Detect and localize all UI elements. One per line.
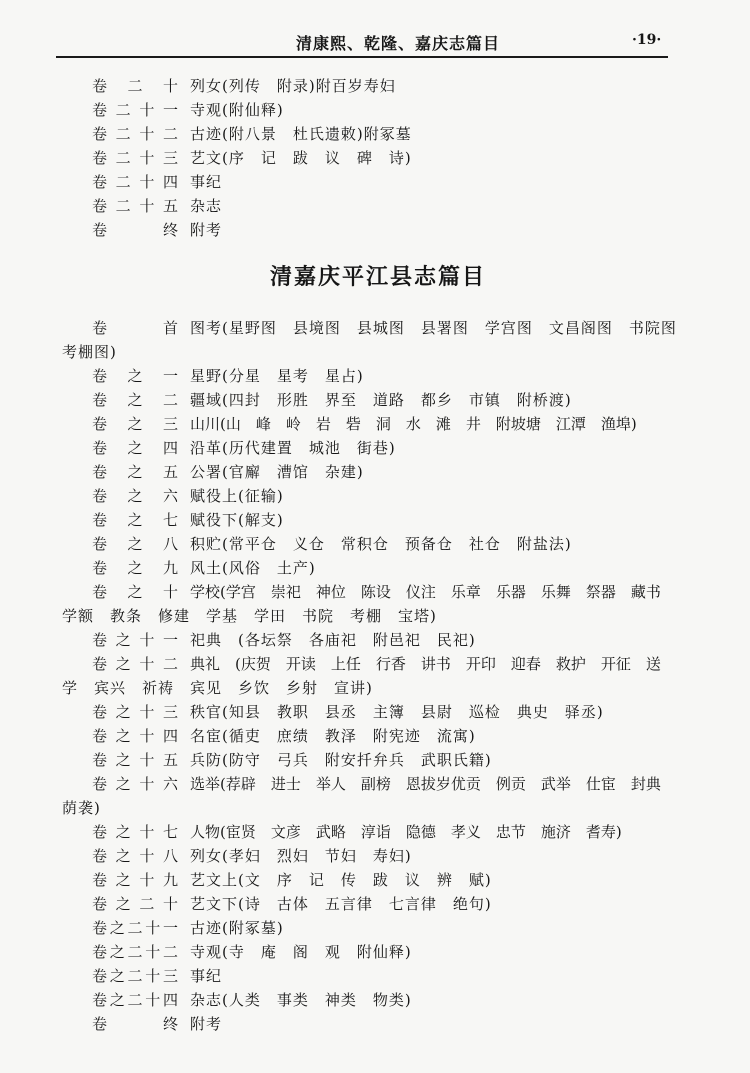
volume-label: 卷 之 九 <box>92 559 178 577</box>
volume-content: 祀典 (各坛祭 各庙祀 附邑祀 民祀) <box>190 631 476 649</box>
volume-label: 卷 之 四 <box>92 439 178 457</box>
list-item <box>92 894 492 914</box>
volume-label: 卷 之 一 <box>92 367 178 385</box>
volume-content: 列女(列传 附录)附百岁寿妇 <box>190 77 396 95</box>
volume-content-continuation: 荫袭) <box>62 799 101 817</box>
volume-label: 卷之二十四 <box>92 991 178 1009</box>
list-item <box>92 990 412 1010</box>
volume-label: 卷 之 三 <box>92 415 178 433</box>
volume-label: 卷之十四 <box>92 727 178 745</box>
volume-label: 卷 首 <box>92 319 178 337</box>
volume-label: 卷二十四 <box>92 173 178 191</box>
list-item <box>92 486 284 506</box>
list-item <box>92 196 222 216</box>
volume-content: 古迹(附八景 杜氏遗敕)附冢墓 <box>190 125 412 143</box>
volume-label: 卷二十五 <box>92 197 178 215</box>
volume-content: 附考 <box>190 1015 223 1033</box>
volume-label: 卷之十二 <box>92 655 178 673</box>
volume-label: 卷之十三 <box>92 703 178 721</box>
volume-content: 秩官(知县 教职 县丞 主簿 县尉 巡检 典史 驿丞) <box>190 703 604 721</box>
volume-label: 卷之二十一 <box>92 919 178 937</box>
volume-label: 卷 二 十 <box>92 77 178 95</box>
list-item <box>92 846 412 866</box>
volume-label: 卷 之 十 <box>92 583 178 601</box>
volume-label: 卷 之 六 <box>92 487 178 505</box>
volume-content-continuation: 学额 教条 修建 学基 学田 书院 考棚 宝塔) <box>62 607 437 625</box>
volume-content: 名宦(循吏 庶绩 教泽 附宪迹 流寓) <box>190 727 476 745</box>
list-item <box>92 76 396 96</box>
volume-content: 附考 <box>190 221 223 239</box>
list-item <box>92 148 412 168</box>
volume-label: 卷之十五 <box>92 751 178 769</box>
list-item <box>92 534 572 554</box>
list-item <box>92 654 661 674</box>
volume-label: 卷 之 二 <box>92 391 178 409</box>
volume-label: 卷之十七 <box>92 823 178 841</box>
volume-content: 事纪 <box>190 967 223 985</box>
header-rule <box>56 56 668 58</box>
volume-label: 卷之十八 <box>92 847 178 865</box>
volume-content: 星野(分星 星考 星占) <box>190 367 364 385</box>
list-item <box>92 414 637 434</box>
list-item <box>92 918 284 938</box>
volume-label: 卷之二十三 <box>92 967 178 985</box>
volume-content: 图考(星野图 县境图 县城图 县署图 学宫图 文昌阁图 书院图 <box>190 319 677 337</box>
list-item <box>92 390 572 410</box>
list-item <box>92 318 677 338</box>
volume-label: 卷二十三 <box>92 149 178 167</box>
list-item <box>92 966 222 986</box>
volume-label: 卷二十一 <box>92 101 178 119</box>
volume-content: 杂志(人类 事类 神类 物类) <box>190 991 412 1009</box>
list-item <box>92 750 492 770</box>
volume-content: 沿革(历代建置 城池 街巷) <box>190 439 396 457</box>
volume-label: 卷之二十二 <box>92 943 178 961</box>
list-item <box>92 100 284 120</box>
list-item <box>92 942 412 962</box>
volume-content: 寺观(附仙释) <box>190 101 284 119</box>
volume-content: 艺文(序 记 跋 议 碑 诗) <box>190 149 412 167</box>
volume-content: 学校(学宫 崇祀 神位 陈设 仪注 乐章 乐器 乐舞 祭器 藏书 <box>190 583 661 601</box>
list-item <box>92 172 222 192</box>
volume-content: 山川(山 峰 岭 岩 砦 洞 水 滩 井 附坡塘 江潭 渔埠) <box>190 415 637 433</box>
volume-content: 兵防(防守 弓兵 附安扦弁兵 武职氏籍) <box>190 751 492 769</box>
list-item <box>92 558 316 578</box>
volume-content: 疆域(四封 形胜 界至 道路 都乡 市镇 附桥渡) <box>190 391 572 409</box>
volume-content: 选举(荐辟 进士 举人 副榜 恩拔岁优贡 例贡 武举 仕宦 封典 <box>190 775 661 793</box>
list-item <box>92 124 412 144</box>
list-item <box>92 630 476 650</box>
volume-label: 卷之十六 <box>92 775 178 793</box>
volume-content: 人物(宦贤 文彦 武略 淳诣 隐德 孝义 忠节 施济 耆寿) <box>190 823 622 841</box>
list-item <box>92 822 622 842</box>
volume-label: 卷二十二 <box>92 125 178 143</box>
volume-content: 事纪 <box>190 173 223 191</box>
volume-content: 艺文下(诗 古体 五言律 七言律 绝句) <box>190 895 492 913</box>
list-item <box>92 462 364 482</box>
volume-label: 卷之十九 <box>92 871 178 889</box>
volume-label: 卷 终 <box>92 1015 178 1033</box>
list-item <box>92 582 661 602</box>
volume-content: 赋役上(征输) <box>190 487 284 505</box>
running-header-title: 清康熙、乾隆、嘉庆志篇目 <box>296 34 501 53</box>
volume-label: 卷之二十 <box>92 895 178 913</box>
volume-label: 卷 之 八 <box>92 535 178 553</box>
list-item <box>92 1014 222 1034</box>
section-title: 清嘉庆平江县志篇目 <box>270 264 487 290</box>
volume-label: 卷 之 七 <box>92 511 178 529</box>
volume-content: 积贮(常平仓 义仓 常积仓 预备仓 社仓 附盐法) <box>190 535 572 553</box>
volume-content: 古迹(附冢墓) <box>190 919 284 937</box>
volume-content: 典礼 (庆贺 开读 上任 行香 讲书 开印 迎春 救护 开征 送 <box>190 655 661 673</box>
volume-label: 卷 之 五 <box>92 463 178 481</box>
volume-content-continuation: 考棚图) <box>62 343 117 361</box>
list-item <box>92 366 364 386</box>
volume-label: 卷之十一 <box>92 631 178 649</box>
list-item <box>92 702 604 722</box>
volume-label: 卷 终 <box>92 221 178 239</box>
volume-content: 风土(风俗 土产) <box>190 559 316 577</box>
list-item <box>92 774 661 794</box>
volume-content: 杂志 <box>190 197 223 215</box>
volume-content: 赋役下(解支) <box>190 511 284 529</box>
volume-content-continuation: 学 宾兴 祈祷 宾见 乡饮 乡射 宣讲) <box>62 679 373 697</box>
volume-content: 艺文上(文 序 记 传 跋 议 辨 赋) <box>190 871 492 889</box>
list-item <box>92 220 222 240</box>
volume-content: 寺观(寺 庵 阁 观 附仙释) <box>190 943 412 961</box>
page-number: ·19· <box>632 32 662 48</box>
list-item <box>92 870 492 890</box>
list-item <box>92 438 396 458</box>
list-item <box>92 726 476 746</box>
list-item <box>92 510 284 530</box>
volume-content: 列女(孝妇 烈妇 节妇 寿妇) <box>190 847 412 865</box>
volume-content: 公署(官廨 漕馆 杂建) <box>190 463 364 481</box>
